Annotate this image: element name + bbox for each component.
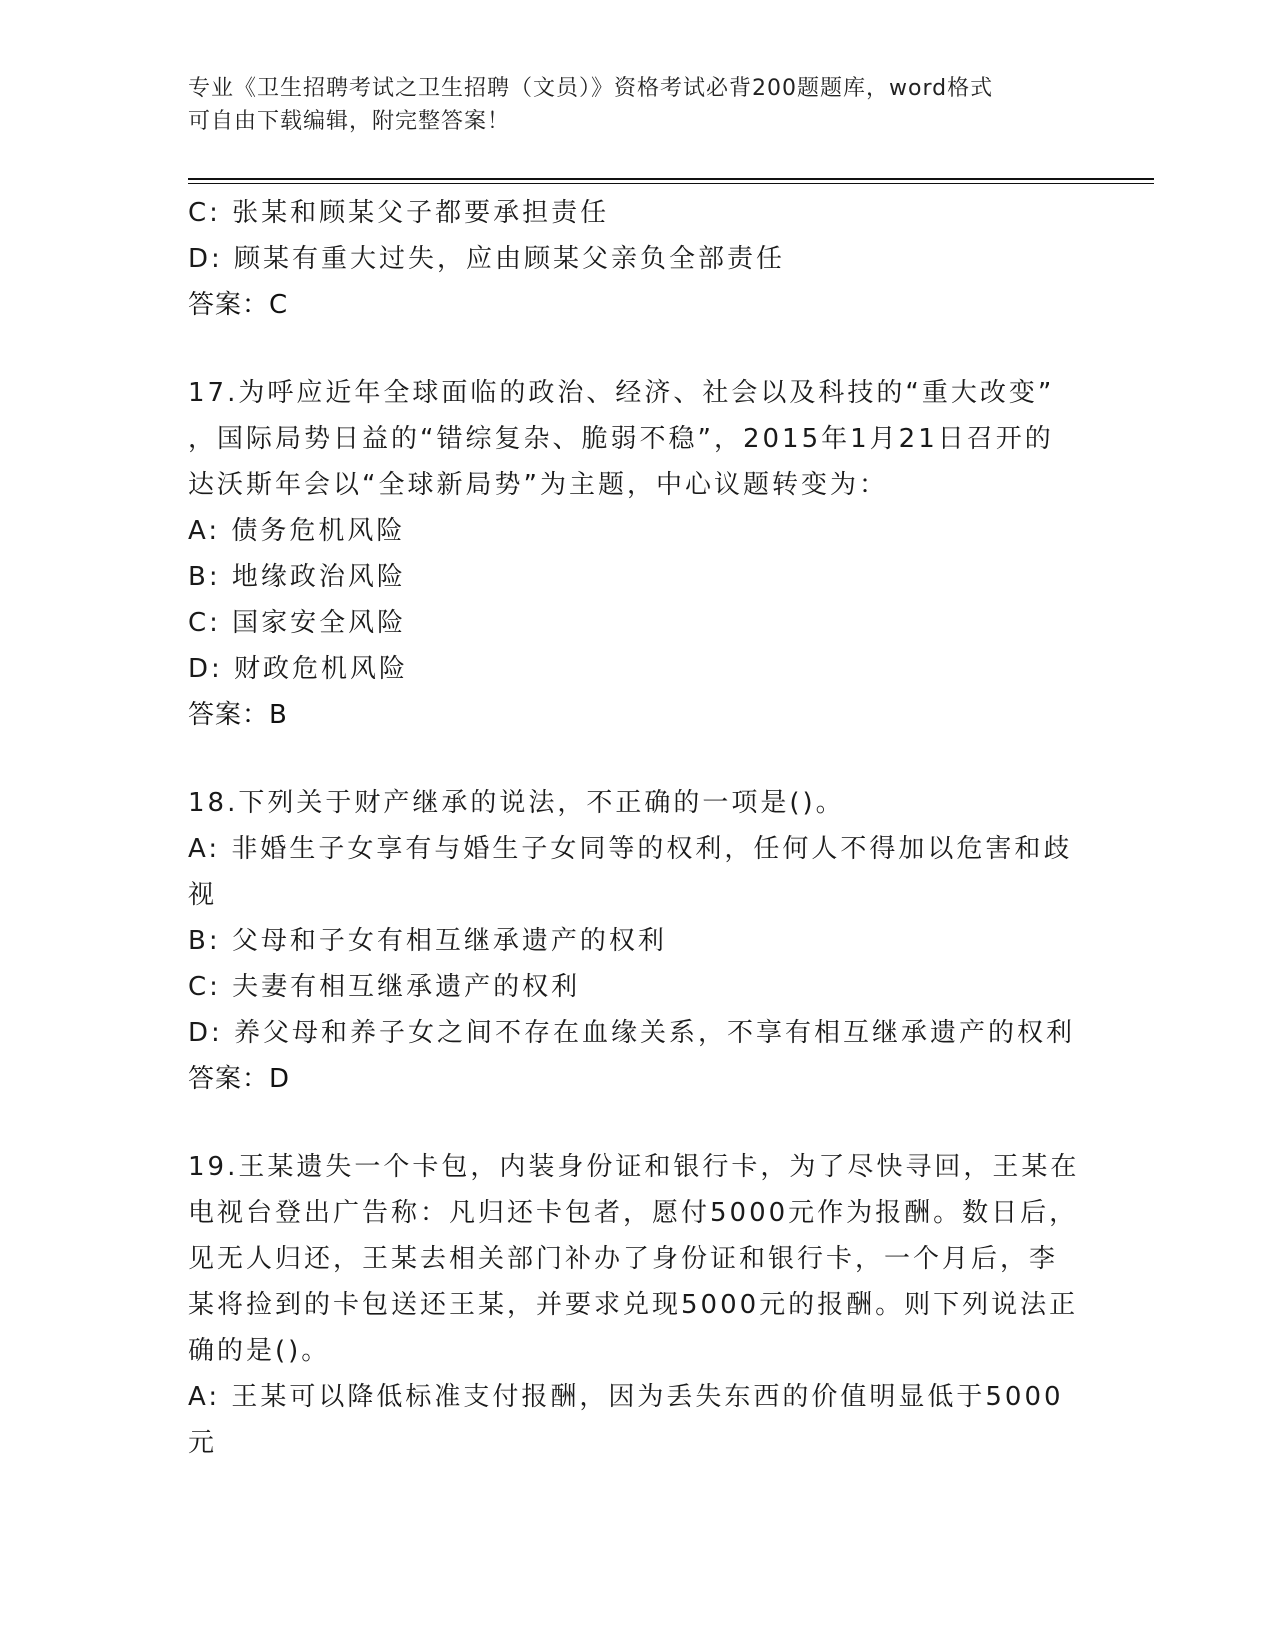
spacer	[188, 328, 1088, 370]
answer-label: 答案：	[188, 290, 270, 320]
header-line-1: 专业《卫生招聘考试之卫生招聘（文员）》资格考试必背200题题库，word格式	[188, 76, 994, 101]
question-stem-line: 17.为呼应近年全球面临的政治、经济、社会以及科技的“重大改变”	[188, 378, 1055, 408]
option-a: A: 非婚生子女享有与婚生子女同等的权利，任何人不得加以危害和歧	[188, 834, 1073, 864]
answer-value: B	[269, 700, 288, 730]
spacer	[188, 1102, 1088, 1144]
spacer	[188, 738, 1088, 780]
header-divider-thin	[188, 183, 1154, 184]
question-stem-line: 18.下列关于财产继承的说法，不正确的一项是()。	[188, 788, 845, 818]
question-16-tail	[188, 190, 1088, 328]
header-divider	[188, 178, 1154, 180]
header-line-2: 可自由下载编辑，附完整答案！	[188, 109, 511, 134]
option-b: B: 地缘政治风险	[188, 562, 406, 592]
option-a-continuation: 元	[188, 1428, 218, 1458]
option-d: D: 养父母和养子女之间不存在血缘关系，不享有相互继承遗产的权利	[188, 1018, 1076, 1048]
answer-line	[188, 1056, 1088, 1102]
answer-line	[188, 692, 1088, 738]
option-a: A: 债务危机风险	[188, 516, 406, 546]
answer-label: 答案：	[188, 1064, 270, 1094]
question-19	[188, 1144, 1088, 1466]
option-a-continuation: 视	[188, 880, 218, 910]
answer-label: 答案：	[188, 700, 270, 730]
option-d: D: 财政危机风险	[188, 654, 409, 684]
question-stem-line: 电视台登出广告称：凡归还卡包者，愿付5000元作为报酬。数日后，	[188, 1198, 1079, 1228]
question-stem-line: 见无人归还，王某去相关部门补办了身份证和银行卡，一个月后，李	[188, 1244, 1059, 1274]
document-header	[188, 72, 1068, 138]
question-stem-line: 19.王某遗失一个卡包，内装身份证和银行卡，为了尽快寻回，王某在	[188, 1152, 1080, 1182]
question-stem-line: 某将捡到的卡包送还王某，并要求兑现5000元的报酬。则下列说法正	[188, 1290, 1079, 1320]
option-d: D: 顾某有重大过失，应由顾某父亲负全部责任	[188, 244, 786, 274]
answer-value: C	[269, 290, 289, 320]
option-a: A: 王某可以降低标准支付报酬，因为丢失东西的价值明显低于5000	[188, 1382, 1064, 1412]
option-c: C: 国家安全风险	[188, 608, 407, 638]
option-c: C: 夫妻有相互继承遗产的权利	[188, 972, 581, 1002]
question-18	[188, 780, 1088, 1102]
question-stem-line: 确的是()。	[188, 1336, 331, 1366]
option-b: B: 父母和子女有相互继承遗产的权利	[188, 926, 667, 956]
question-17	[188, 370, 1088, 738]
answer-line	[188, 282, 1088, 328]
answer-value: D	[269, 1064, 291, 1094]
document-body	[188, 190, 1088, 1466]
question-stem-line: 达沃斯年会以“全球新局势”为主题，中心议题转变为：	[188, 470, 888, 500]
option-c: C: 张某和顾某父子都要承担责任	[188, 198, 610, 228]
question-stem-line: ，国际局势日益的“错综复杂、脆弱不稳”，2015年1月21日召开的	[188, 424, 1054, 454]
